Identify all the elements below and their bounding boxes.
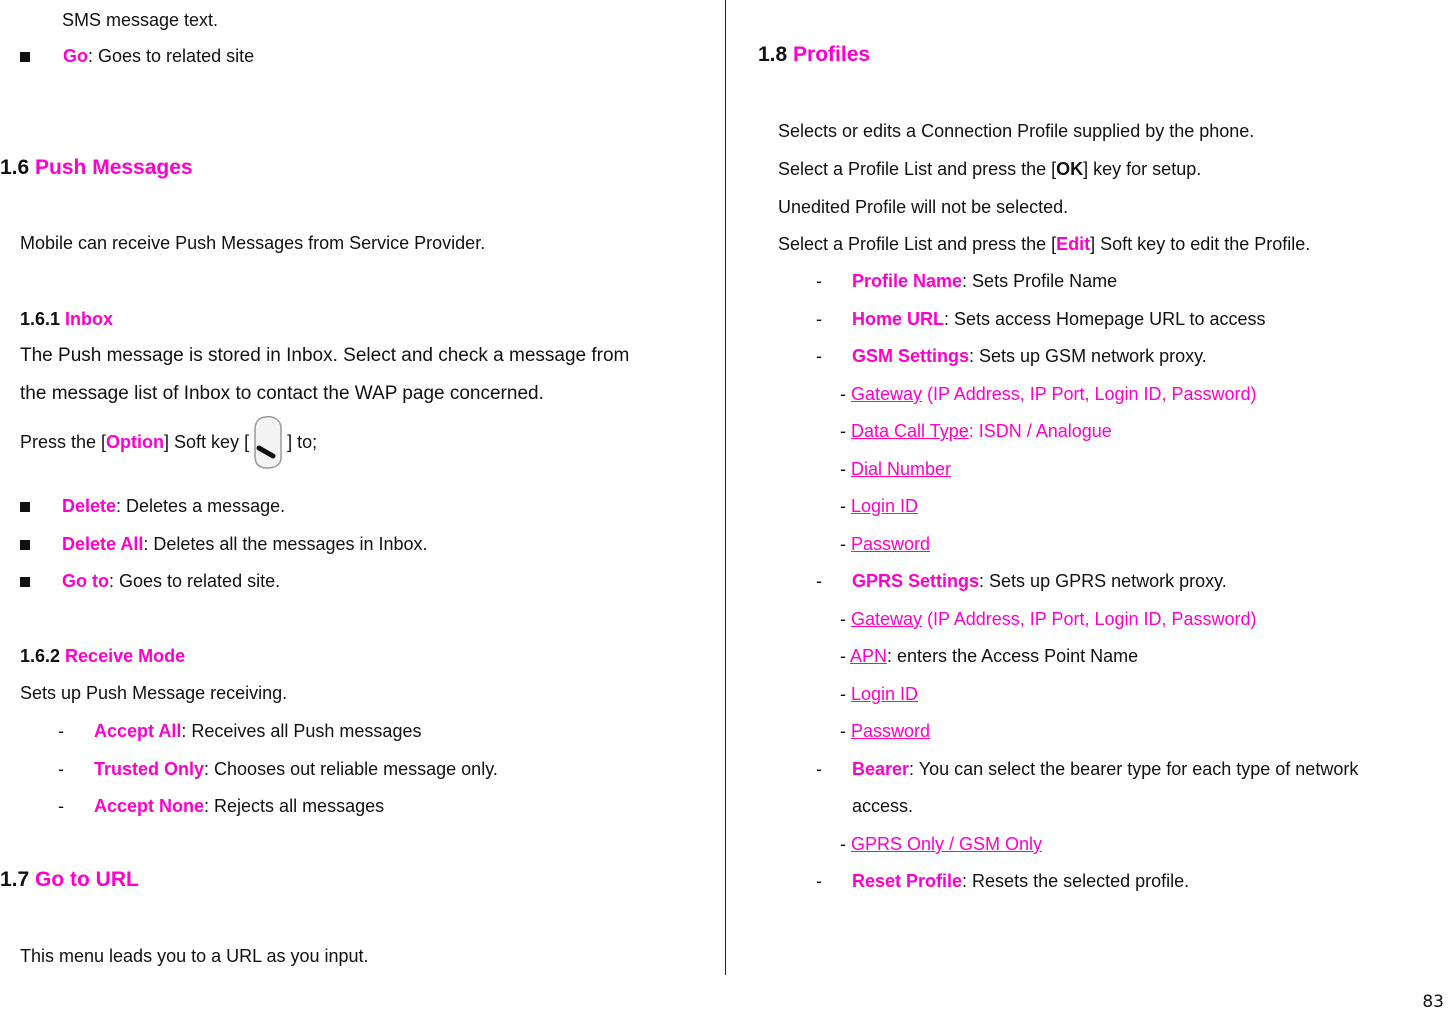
receive-accept-all: - Accept All: Receives all Push messages: [58, 721, 422, 741]
item-home-url: - Home URL: Sets access Homepage URL to access: [816, 309, 1266, 329]
sms-line: SMS message text.: [62, 10, 219, 30]
edit-key-label: Edit: [1056, 234, 1091, 254]
heading-1-6-1: 1.6.1 Inbox: [20, 309, 114, 329]
item-reset-profile: - Reset Profile: Resets the selected profile.: [816, 871, 1190, 891]
bearer-continuation: access.: [852, 796, 914, 816]
heading-1-6-2: 1.6.2 Receive Mode: [20, 646, 186, 666]
inbox-paragraph-line2: the message list of Inbox to contact the WAP page concerned.: [20, 383, 544, 404]
bearer-gprs-gsm-only: - GPRS Only / GSM Only: [840, 834, 1043, 854]
profiles-p1: Selects or edits a Connection Profile supplied by the phone.: [778, 121, 1255, 141]
item-gsm-settings: - GSM Settings: Sets up GSM network proxy.: [816, 346, 1207, 366]
soft-key-icon: [251, 414, 285, 470]
column-divider: [725, 0, 726, 975]
bullet-square-icon: [20, 52, 30, 62]
profiles-p3: Unedited Profile will not be selected.: [778, 197, 1069, 217]
item-profile-name: - Profile Name: Sets Profile Name: [816, 271, 1118, 291]
bullet-go-to: Go to: Goes to related site.: [20, 569, 280, 593]
bullet-square-icon: [20, 540, 30, 550]
bullet-square-icon: [20, 502, 30, 512]
gprs-apn: - APN: enters the Access Point Name: [840, 646, 1139, 666]
profiles-p4: Select a Profile List and press the [Edit] Soft key to edit the Profile.: [778, 234, 1311, 254]
gprs-gateway: - Gateway (IP Address, IP Port, Login ID, Password): [840, 609, 1257, 629]
item-bearer: - Bearer: You can select the bearer type for each type of network: [816, 759, 1359, 779]
heading-1-8: 1.8 Profiles: [758, 43, 871, 66]
term-go: Go: [63, 46, 89, 66]
heading-1-6: 1.6 Push Messages: [0, 156, 193, 179]
inbox-paragraph-line1: The Push message is stored in Inbox. Select and check a message from: [20, 345, 630, 366]
profiles-p2: Select a Profile List and press the [OK] key for setup.: [778, 159, 1202, 179]
heading-1-7: 1.7 Go to URL: [0, 868, 139, 891]
receive-accept-none: - Accept None: Rejects all messages: [58, 796, 385, 816]
gsm-gateway: - Gateway (IP Address, IP Port, Login ID, Password): [840, 384, 1257, 404]
gprs-login-id: - Login ID: [840, 684, 919, 704]
bullet-square-icon: [20, 577, 30, 587]
bullet-delete: Delete: Deletes a message.: [20, 494, 285, 518]
desc-go: : Goes to related site: [88, 46, 255, 66]
gsm-data-call-type: - Data Call Type: ISDN / Analogue: [840, 421, 1112, 441]
bullet-go: [20, 44, 254, 68]
push-intro: Mobile can receive Push Messages from Service Provider.: [20, 233, 486, 253]
go-to-url-intro: This menu leads you to a URL as you input.: [20, 946, 369, 966]
gsm-password: - Password: [840, 534, 931, 554]
bullet-delete-all: Delete All: Deletes all the messages in Inbox.: [20, 532, 428, 556]
press-option-line: Press the [Option] Soft key [ ] to;: [20, 414, 317, 470]
item-gprs-settings: - GPRS Settings: Sets up GPRS network proxy.: [816, 571, 1227, 591]
gsm-dial-number: - Dial Number: [840, 459, 952, 479]
ok-key-label: OK: [1056, 159, 1084, 179]
option-key-label: Option: [106, 432, 165, 452]
page-number: 83: [1422, 992, 1444, 1012]
gsm-login-id: - Login ID: [840, 496, 919, 516]
gprs-password: - Password: [840, 721, 931, 741]
receive-intro: Sets up Push Message receiving.: [20, 683, 288, 703]
receive-trusted-only: - Trusted Only: Chooses out reliable message only.: [58, 759, 498, 779]
